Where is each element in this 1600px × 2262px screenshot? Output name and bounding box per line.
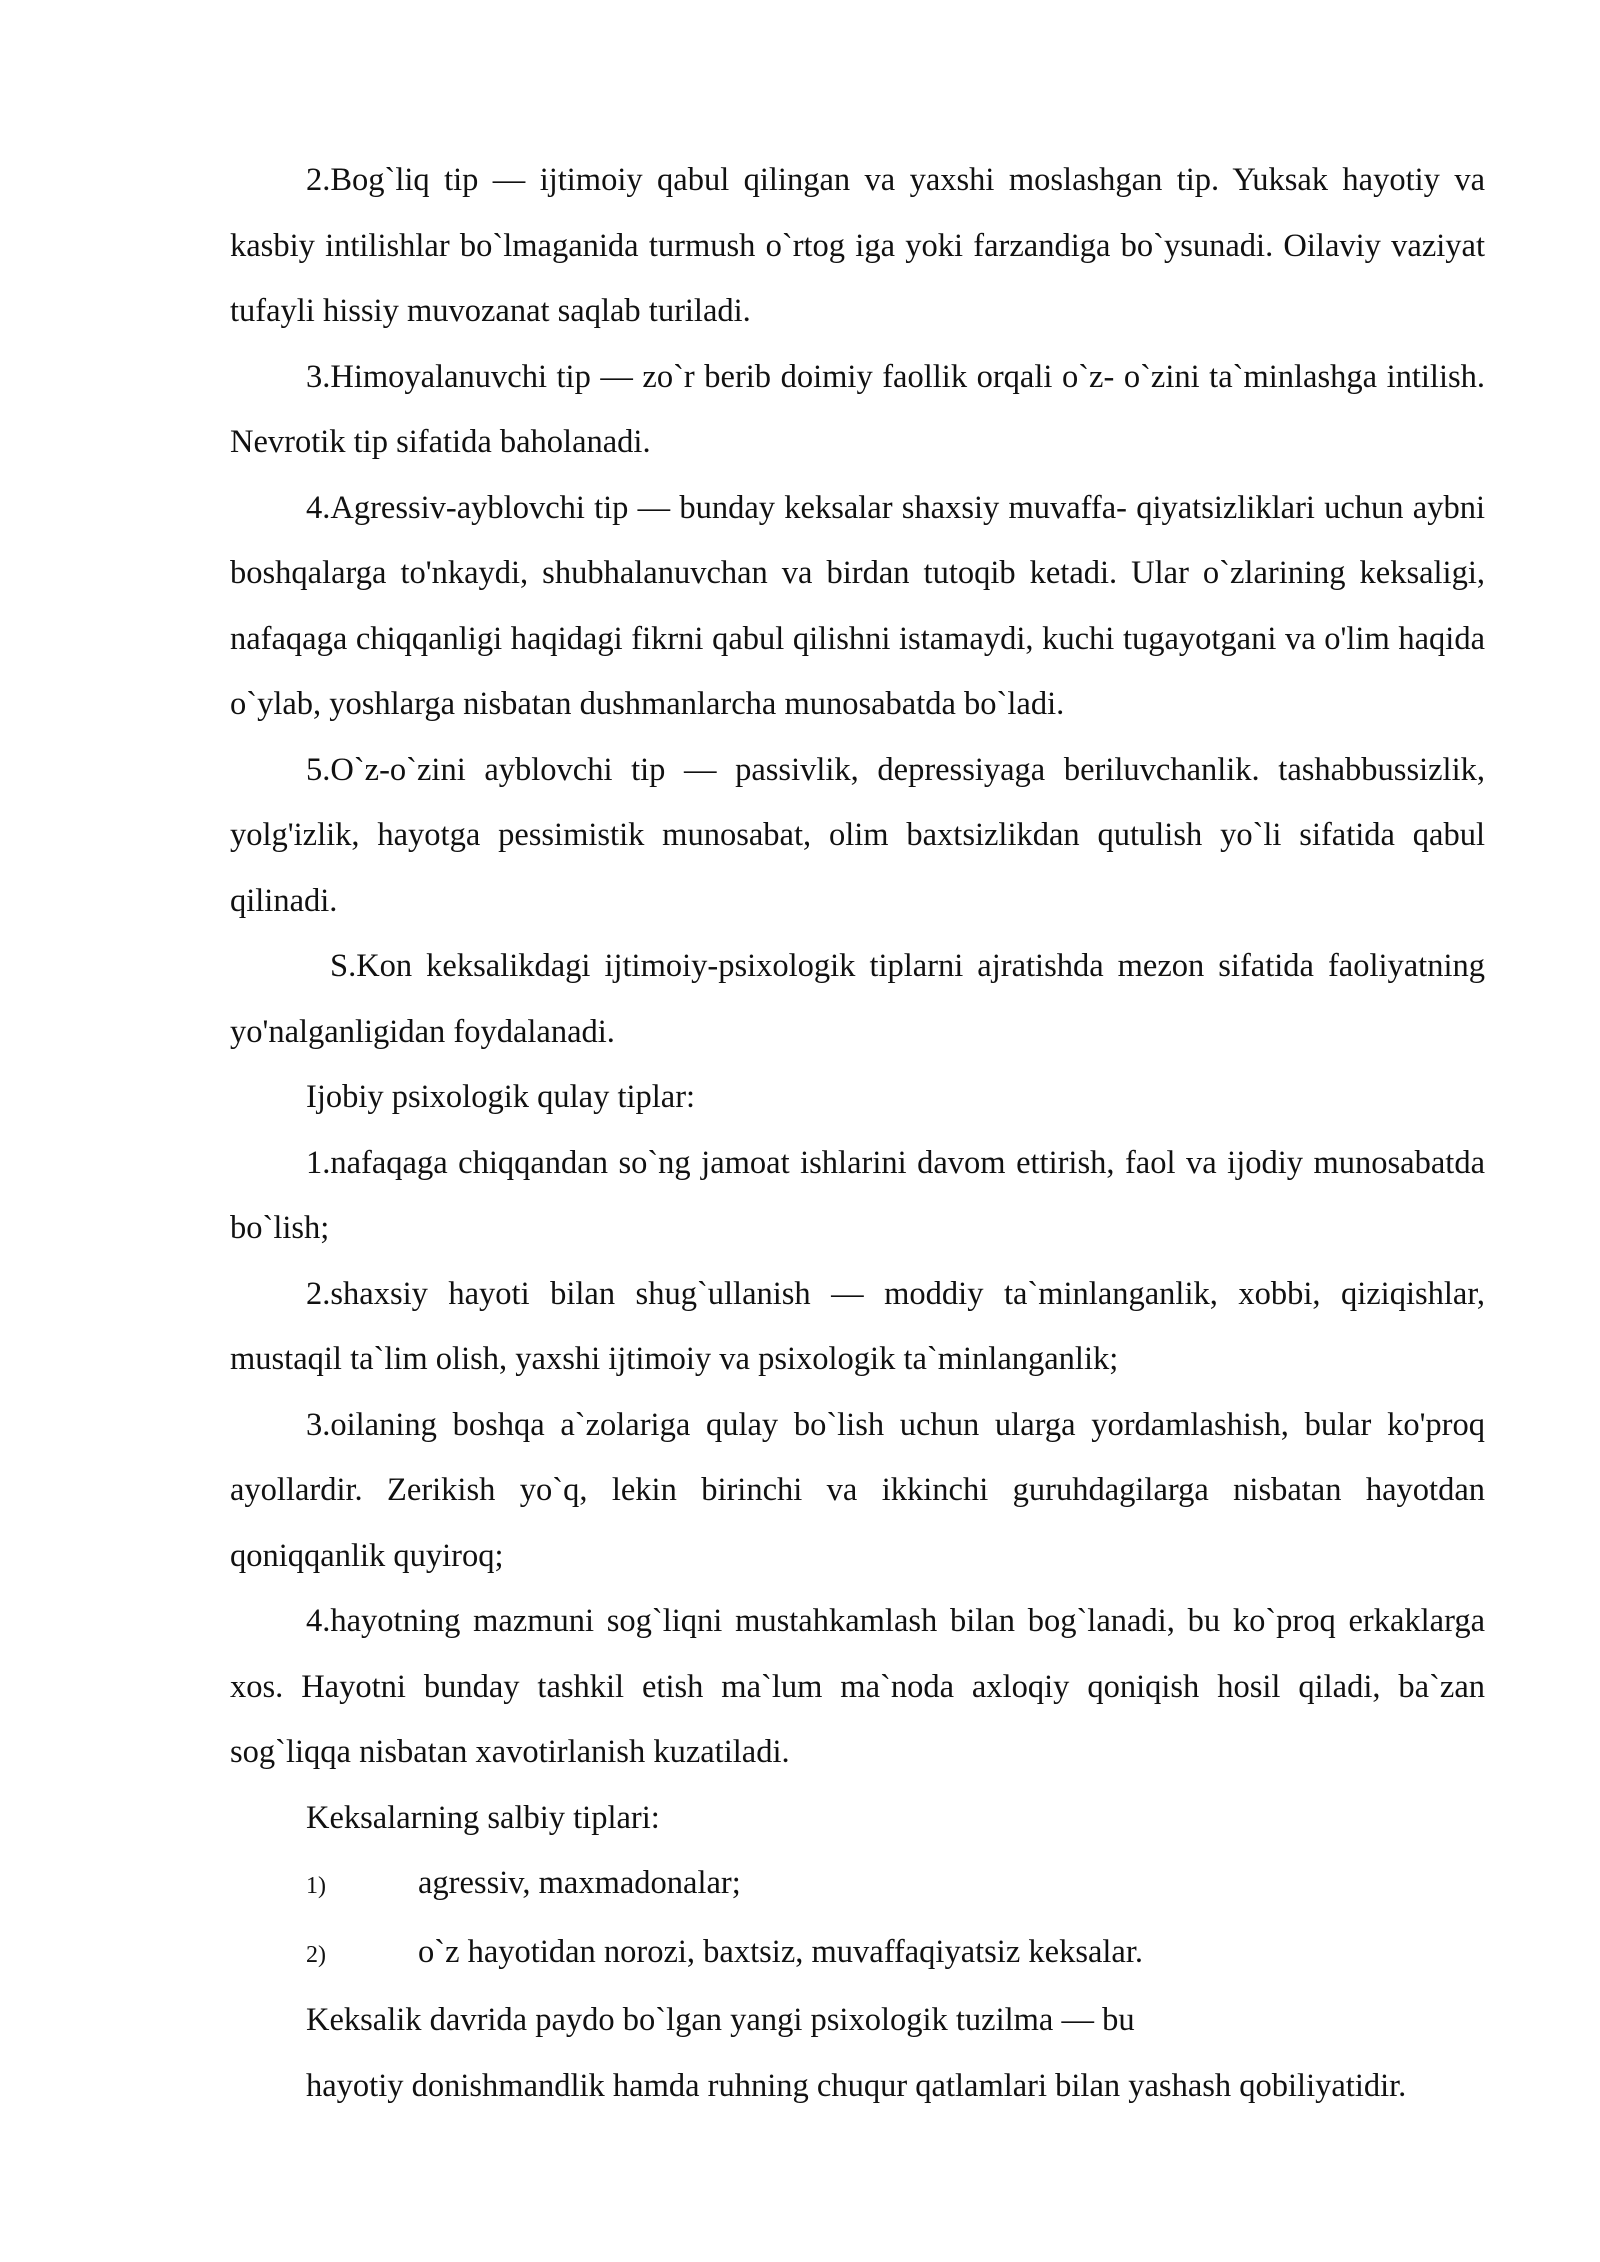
paragraph-kon-criteria: S.Kon keksalikdagi ijtimoiy-psixologik tiplarni ajratishda mezon sifatida faoliyatning yo'nalganligidan foydalanadi.	[230, 948, 1485, 1050]
positive-item: 4.hayotning mazmuni sog`liqni mustahkamlash bilan bog`lanadi, bu ko`proq erkaklarga xos. Hayotni bunday tashkil etish ma`lum ma`noda axloqiy qoniqish hosil qiladi, ba`zan sog`liqqa nisbatan xavotirlanish kuzatiladi.	[230, 1603, 1485, 1770]
positive-types-heading: Ijobiy psixologik qulay tiplar:	[306, 1079, 696, 1115]
closing-line: Keksalik davrida paydo bo`lgan yangi psixologik tuzilma — bu	[306, 2002, 1135, 2038]
list-text: agressiv, maxmadonalar;	[418, 1865, 741, 1901]
positive-item: 2.shaxsiy hayoti bilan shug`ullanish — moddiy ta`minlanganlik, xobbi, qiziqishlar, mustaqil ta`lim olish, yaxshi ijtimoiy va psixologik ta`minlanganlik;	[230, 1275, 1485, 1377]
paragraph-aggressive-type: 4.Agressiv-ayblovchi tip — bunday keksalar shaxsiy muvaffa- qiyatsizliklari uchun aybni boshqalarga to'nkaydi, shubhalanuvchan va birdan tutoqib ketadi. Ular o`zlarining keksaligi, nafaqaga chiqqanligi haqidagi fikrni qabul qilishni istamaydi, kuchi tugayotgani va o'lim haqida o`ylab, yoshlarga nisbatan dushmanlarcha munosabatda bo`ladi.	[230, 489, 1485, 722]
list-text: o`z hayotidan norozi, baxtsiz, muvaffaqiyatsiz keksalar.	[418, 1933, 1143, 1970]
negative-types-heading: Keksalarning salbiy tiplari:	[306, 1799, 660, 1836]
paragraph-self-blaming-type: 5.O`z-o`zini ayblovchi tip — passivlik, depressiyaga beriluvchanlik. tashabbussizlik, yolg'izlik, hayotga pessimistik munosabat, olim baxtsizlikdan qutulish yo`li sifatida qabul qilinadi.	[230, 751, 1485, 919]
positive-item: 1.nafaqaga chiqqandan so`ng jamoat ishlarini davom ettirish, faol va ijodiy munosabatda bo`lish;	[230, 1144, 1485, 1246]
list-number: 1)	[306, 1873, 326, 1899]
closing-line: hayotiy donishmandlik hamda ruhning chuqur qatlamlari bilan yashash qobiliyatidir.	[306, 2067, 1407, 2104]
negative-item	[230, 1920, 1485, 1989]
paragraph-protective-type: 3.Himoyalanuvchi tip — zo`r berib doimiy faollik orqali o`z- o`zini ta`minlashga intilish. Nevrotik tip sifatida baholanadi.	[230, 358, 1485, 460]
paragraph-dependent-type: 2.Bog`liq tip — ijtimoiy qabul qilingan va yaxshi moslashgan tip. Yuksak hayotiy va kasbiy intilishlar bo`lmaganida turmush o`rtog iga yoki farzandiga bo`ysunadi. Oilaviy vaziyat tufayli hissiy muvozanat saqlab turiladi.	[230, 162, 1485, 329]
positive-item: 3.oilaning boshqa a`zolariga qulay bo`lish uchun ularga yordamlashish, bular ko'proq ayollardir. Zerikish yo`q, lekin birinchi va ikkinchi guruhdagilarga nisbatan hayotdan qoniqqanlik quyiroq;	[230, 1406, 1485, 1574]
list-number: 2)	[306, 1941, 326, 1968]
document-body	[230, 148, 1485, 2119]
negative-item	[230, 1851, 1485, 1920]
